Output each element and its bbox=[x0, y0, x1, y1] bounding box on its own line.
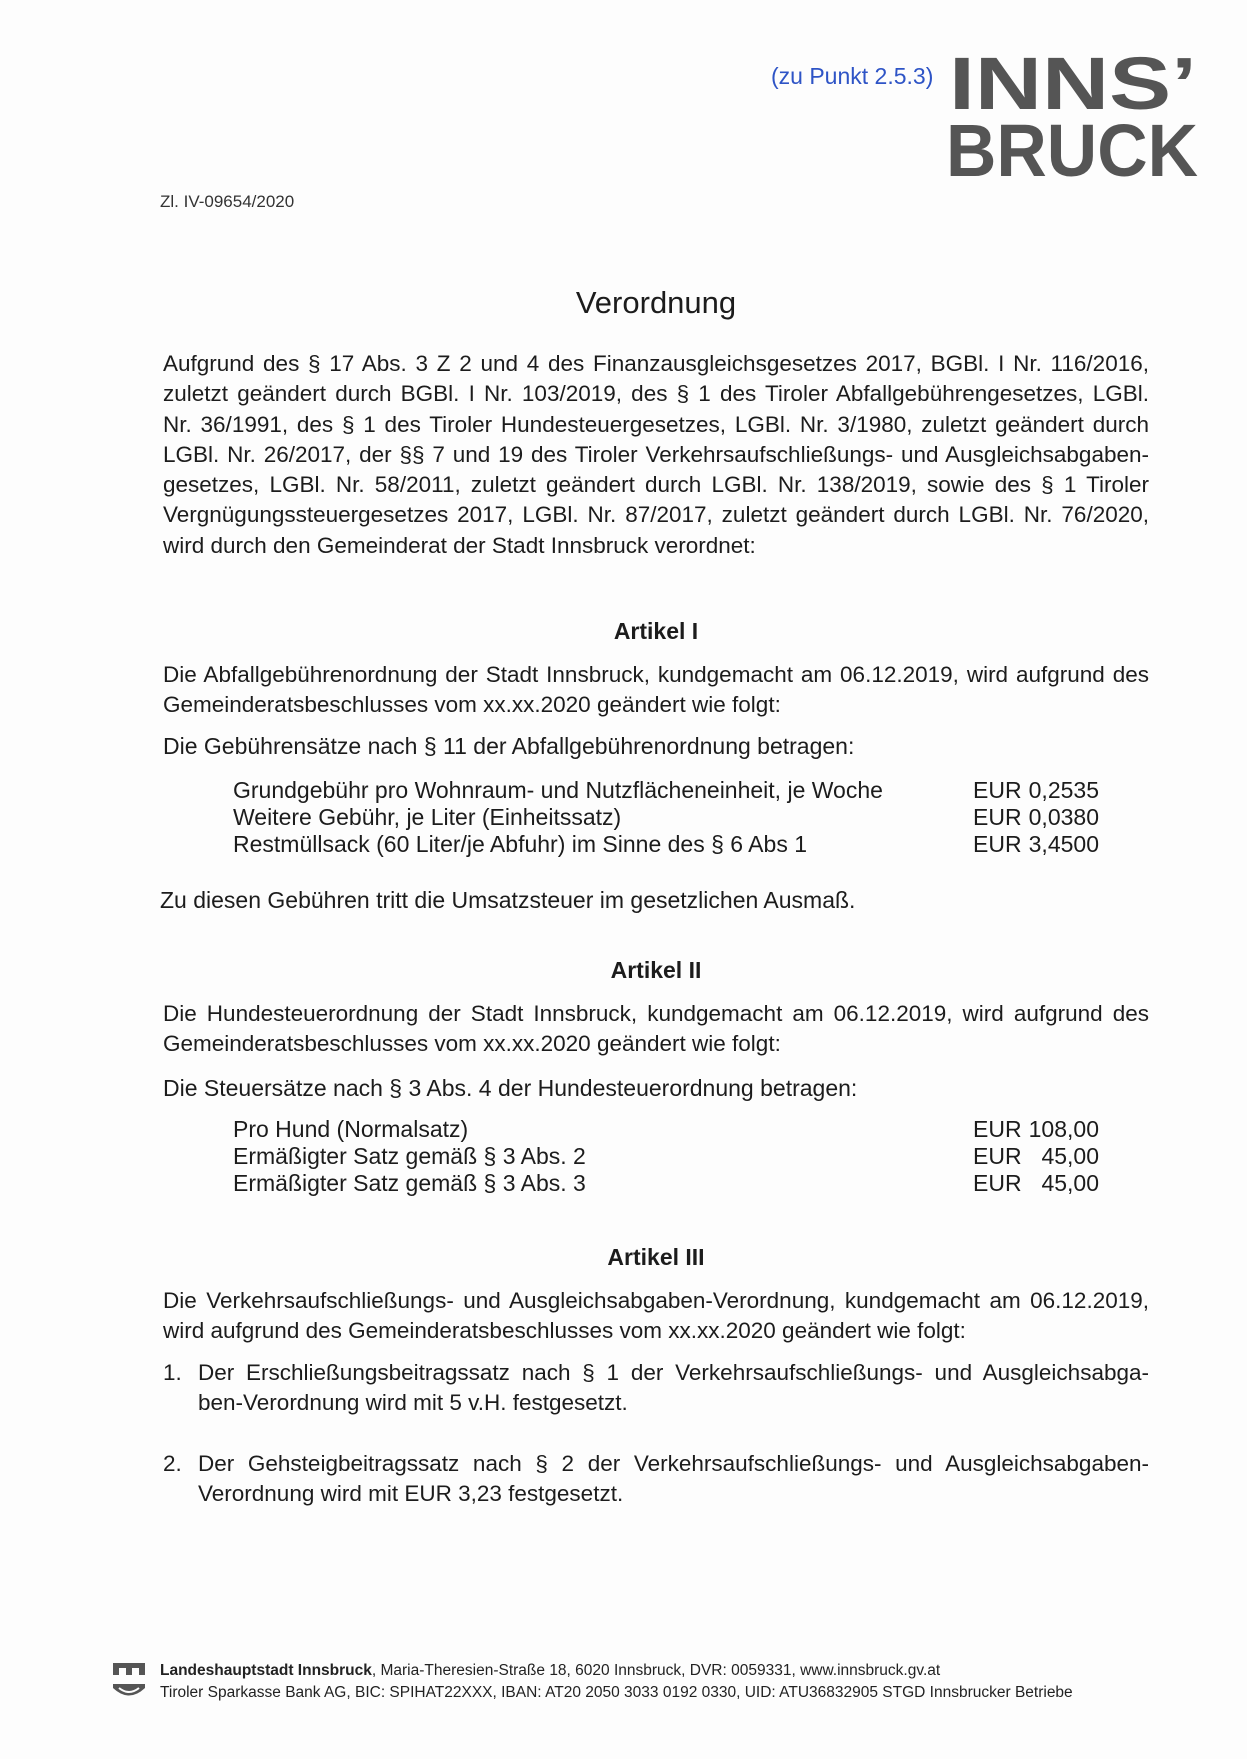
reference-number: Zl. IV-09654/2020 bbox=[160, 192, 295, 211]
article-1-intro bbox=[163, 660, 1149, 721]
article-1-intro-line: Gemeinderatsbeschlusses vom xx.xx.2020 geändert wie folgt: bbox=[163, 692, 781, 718]
list-item-line: Der Erschließungsbeitragssatz nach § 1 der Verkehrsaufschließungs- und Ausgleichsabga- bbox=[198, 1360, 1149, 1385]
article-2-intro-line: Die Hundesteuerordnung der Stadt Innsbruck, kundgemacht am 06.12.2019, wird aufgrund des bbox=[163, 1001, 1149, 1026]
rate-label: Weitere Gebühr, je Liter (Einheitssatz) bbox=[233, 804, 622, 830]
rate-value bbox=[973, 804, 1099, 831]
innsbruck-logo bbox=[945, 52, 1203, 182]
list-item-text bbox=[198, 1358, 1149, 1419]
footer-city-name: Landeshauptstadt Innsbruck bbox=[160, 1662, 372, 1679]
list-item-line: ben-Verordnung wird mit 5 v.H. festgesetzt. bbox=[198, 1390, 628, 1416]
preamble-line: Vergnügungssteuergesetzes 2017, LGBl. Nr. 87/2017, zuletzt geändert durch LGBl. Nr. 76/2020, bbox=[163, 502, 1149, 528]
preamble-line: LGBl. Nr. 26/2017, der §§ 7 und 19 des Tiroler Verkehrsaufschließungs- und Ausgleichsabgaben- bbox=[163, 441, 1149, 467]
rate-amount: 45,00 bbox=[1041, 1170, 1099, 1196]
document-title: Verordnung bbox=[575, 285, 737, 320]
rate-row bbox=[233, 1170, 1099, 1197]
article-1-heading: Artikel I bbox=[613, 618, 699, 644]
rate-label: Ermäßigter Satz gemäß § 3 Abs. 3 bbox=[233, 1170, 586, 1196]
rate-currency: EUR bbox=[973, 804, 1022, 830]
rate-amount: 0,0380 bbox=[1028, 804, 1099, 830]
list-item bbox=[163, 1358, 1149, 1419]
article-3-intro bbox=[163, 1286, 1149, 1347]
article-2-rates-table bbox=[233, 1116, 1099, 1197]
list-item bbox=[163, 1449, 1149, 1510]
rate-amount: 108,00 bbox=[1028, 1116, 1099, 1142]
article-3-heading: Artikel III bbox=[607, 1244, 705, 1270]
logo-line-2: BRUCK bbox=[946, 109, 1198, 182]
rate-row bbox=[233, 1143, 1099, 1170]
preamble-line: gesetzes, LGBl. Nr. 58/2011, zuletzt geändert durch LGBl. Nr. 138/2019, sowie des § 1 Tiroler bbox=[163, 472, 1149, 498]
rate-currency: EUR bbox=[973, 1143, 1022, 1169]
list-item-line: Verordnung wird mit EUR 3,23 festgesetzt. bbox=[198, 1481, 624, 1507]
footer-address-details: , Maria-Theresien-Straße 18, 6020 Innsbruck, DVR: 0059331, www.innsbruck.gv.at bbox=[371, 1662, 941, 1679]
list-item-line: Der Gehsteigbeitragssatz nach § 2 der Verkehrsaufschließungs- und Ausgleichsabgaben- bbox=[198, 1451, 1149, 1476]
rate-amount: 45,00 bbox=[1041, 1143, 1099, 1169]
rate-currency: EUR bbox=[973, 1170, 1022, 1196]
rate-value bbox=[973, 831, 1099, 858]
rate-label: Restmüllsack (60 Liter/je Abfuhr) im Sinne des § 6 Abs 1 bbox=[233, 831, 808, 857]
article-2-heading: Artikel II bbox=[610, 957, 702, 983]
article-2-rates-intro: Die Steuersätze nach § 3 Abs. 4 der Hundesteuerordnung betragen: bbox=[163, 1075, 858, 1101]
rate-label: Grundgebühr pro Wohnraum- und Nutzflächeneinheit, je Woche bbox=[233, 777, 883, 803]
rate-label: Ermäßigter Satz gemäß § 3 Abs. 2 bbox=[233, 1143, 586, 1169]
preamble-paragraph bbox=[163, 349, 1149, 561]
rate-row bbox=[233, 1116, 1099, 1143]
article-2-intro bbox=[163, 999, 1149, 1060]
rate-row bbox=[233, 777, 1099, 804]
preamble-line: zuletzt geändert durch BGBl. I Nr. 103/2019, des § 1 des Tiroler Abfallgebührengesetzes, LGBl. bbox=[163, 381, 1149, 407]
rate-value bbox=[973, 1143, 1099, 1170]
preamble-line: Aufgrund des § 17 Abs. 3 Z 2 und 4 des Finanzausgleichsgesetzes 2017, BGBl. I Nr. 116/2016, bbox=[163, 351, 1149, 376]
agenda-reference: (zu Punkt 2.5.3) bbox=[771, 63, 934, 89]
footer-address bbox=[160, 1660, 940, 1682]
rate-row bbox=[233, 831, 1099, 858]
article-1-intro-line: Die Abfallgebührenordnung der Stadt Innsbruck, kundgemacht am 06.12.2019, wird aufgrund des bbox=[163, 662, 1149, 687]
article-1-rates-table bbox=[233, 777, 1099, 858]
footer-bank-details: Tiroler Sparkasse Bank AG, BIC: SPIHAT22XXX, IBAN: AT20 2050 3033 0192 0330, UID: ATU36832905 STGD Innsbrucker Betriebe bbox=[160, 1684, 1073, 1701]
list-item-text bbox=[198, 1449, 1149, 1510]
article-3-intro-line: Die Verkehrsaufschließungs- und Ausgleichsabgaben-Verordnung, kundgemacht am 06.12.2019, bbox=[163, 1288, 1149, 1313]
logo-line-1: INNS’ bbox=[949, 52, 1197, 125]
list-item-number: 2. bbox=[163, 1451, 182, 1476]
article-3-intro-line: wird aufgrund des Gemeinderatsbeschlusses vom xx.xx.2020 geändert wie folgt: bbox=[163, 1318, 966, 1344]
rate-amount: 3,4500 bbox=[1028, 831, 1099, 857]
innsbruck-bridge-icon bbox=[112, 1661, 146, 1701]
list-item-number: 1. bbox=[163, 1360, 182, 1385]
rate-amount: 0,2535 bbox=[1028, 777, 1099, 803]
rate-currency: EUR bbox=[973, 1116, 1022, 1142]
preamble-line: wird durch den Gemeinderat der Stadt Innsbruck verordnet: bbox=[163, 532, 756, 558]
preamble-line: Nr. 36/1991, des § 1 des Tiroler Hundesteuergesetzes, LGBl. Nr. 3/1980, zuletzt geändert durch bbox=[163, 411, 1149, 437]
rate-value bbox=[973, 777, 1099, 804]
article-2-intro-line: Gemeinderatsbeschlusses vom xx.xx.2020 geändert wie folgt: bbox=[163, 1031, 781, 1057]
article-1-tax-note: Zu diesen Gebühren tritt die Umsatzsteuer im gesetzlichen Ausmaß. bbox=[160, 887, 856, 913]
article-1-rates-intro: Die Gebührensätze nach § 11 der Abfallgebührenordnung betragen: bbox=[163, 733, 855, 759]
rate-currency: EUR bbox=[973, 777, 1022, 803]
rate-row bbox=[233, 804, 1099, 831]
rate-label: Pro Hund (Normalsatz) bbox=[233, 1116, 469, 1142]
rate-value bbox=[973, 1116, 1099, 1143]
rate-value bbox=[973, 1170, 1099, 1197]
rate-currency: EUR bbox=[973, 831, 1022, 857]
